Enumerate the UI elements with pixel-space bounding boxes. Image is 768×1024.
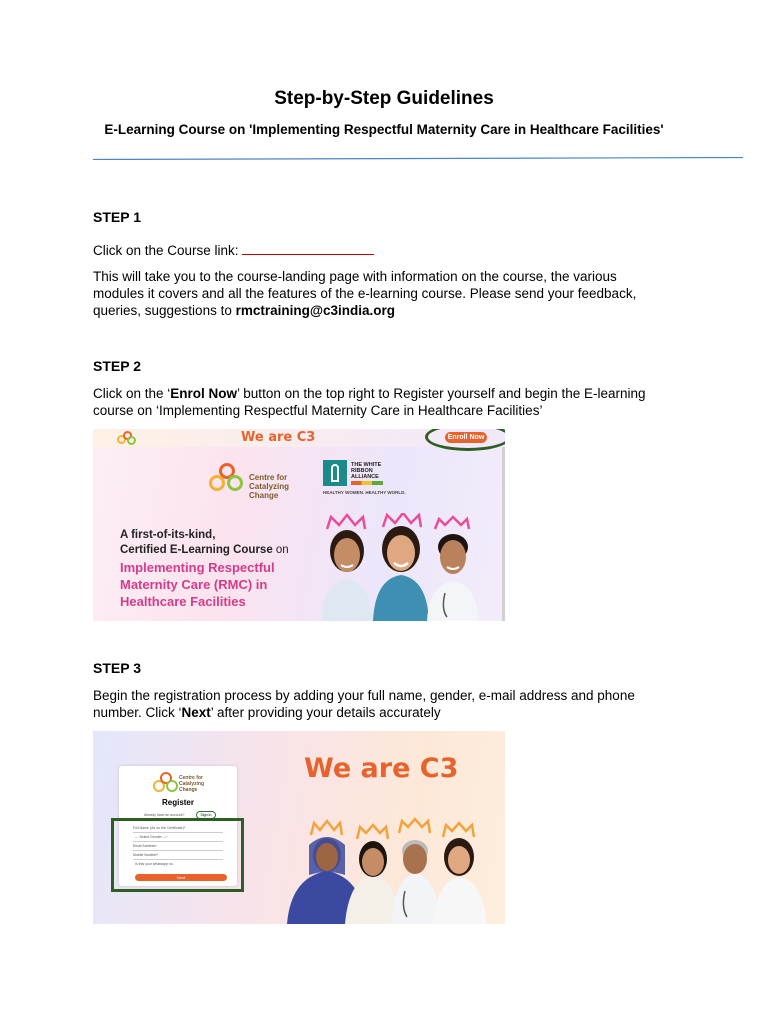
person-right xyxy=(427,534,479,621)
screenshot-header-text: We are C3 xyxy=(304,753,459,784)
step2-desc-post: ’ button on the top right to Register yourself and begin the E-learning course on ‘Implementing Respectful Maternity Care in Healthcare Facilities’ xyxy=(93,386,646,418)
course-link[interactable] xyxy=(242,242,374,255)
white-ribbon-alliance-logo xyxy=(323,460,406,496)
email-field[interactable]: Email Address* xyxy=(133,844,157,848)
gender-select[interactable]: --- Select Gender ---* xyxy=(135,835,168,839)
person-middle xyxy=(373,526,429,621)
step2-heading: STEP 2 xyxy=(93,358,141,374)
step3-heading: STEP 3 xyxy=(93,660,141,676)
c3-logo-text: Centre for Catalyzing Change xyxy=(179,775,205,793)
partner-tagline: HEALTHY WOMEN. HEALTHY WORLD. xyxy=(323,490,406,495)
hero-line-2-rest: on xyxy=(272,544,289,556)
registration-screenshot xyxy=(93,731,505,924)
full-name-field[interactable]: Full Name (As on the Certificate)* xyxy=(133,826,186,830)
person-left xyxy=(321,530,373,621)
step2-desc-pre: Click on the ‘ xyxy=(93,386,171,401)
person-4 xyxy=(433,838,487,924)
ribbon-icon xyxy=(323,460,347,486)
whatsapp-checkbox[interactable]: Is this your whatsapp no. xyxy=(135,862,174,866)
registration-highlight-box xyxy=(111,818,244,892)
healthcare-workers-illustration xyxy=(315,513,490,621)
already-account-text: Already have an account? xyxy=(144,813,185,817)
hero-line-4: Maternity Care (RMC) in xyxy=(120,577,268,592)
step1-desc-text: This will take you to the course-landing page with information on the course, the various modules it covers and all the features of the e-learning course. Please send your feedback, queries, suggestions to xyxy=(93,269,637,318)
hero-line-2-bold: Certified E-Learning Course xyxy=(120,544,273,556)
partner-color-bar xyxy=(351,481,383,485)
step1-link-prefix: Click on the Course link: xyxy=(93,243,243,258)
step1-heading: STEP 1 xyxy=(93,209,141,225)
step1-description xyxy=(93,268,668,319)
step3-desc-post: ’ after providing your details accurately xyxy=(210,705,441,720)
c3-logo-text: Centre for Catalyzing Change xyxy=(249,473,290,500)
healthcare-workers-illustration xyxy=(287,815,493,924)
header-divider xyxy=(93,157,743,160)
person-3 xyxy=(391,840,441,924)
landing-page-screenshot xyxy=(93,429,505,621)
page-title: Step-by-Step Guidelines xyxy=(274,88,494,109)
step3-description xyxy=(93,687,668,721)
partner-name: THE WHITE RIBBON ALLIANCE xyxy=(351,462,382,480)
step2-desc-bold: Enrol Now xyxy=(170,386,238,401)
register-title: Register xyxy=(161,798,194,807)
hero-line-1: A first-of-its-kind, xyxy=(120,529,216,541)
next-button[interactable]: Next xyxy=(135,874,227,881)
step2-description xyxy=(93,385,683,419)
hero-line-3: Implementing Respectful xyxy=(120,560,275,575)
screenshot-header-text: We are C3 xyxy=(241,430,316,445)
feedback-email-link[interactable]: rmctraining@c3india.org xyxy=(235,303,396,318)
mobile-field[interactable]: Mobile Number* xyxy=(133,853,159,857)
hero-line-5: Healthcare Facilities xyxy=(120,594,246,609)
enroll-now-button[interactable]: Enroll Now xyxy=(445,432,487,443)
crown-icon xyxy=(311,819,474,839)
step3-desc-pre: Begin the registration process by adding your full name, gender, e-mail address and phone number. Click ‘ xyxy=(93,688,635,720)
hero-line-2 xyxy=(120,544,289,556)
step3-desc-bold: Next xyxy=(181,705,211,720)
page-subtitle: E-Learning Course on 'Implementing Respectful Maternity Care in Healthcare Facilities' xyxy=(104,122,664,137)
scrollbar xyxy=(502,447,505,621)
step1-link-line xyxy=(93,242,693,259)
enroll-highlight-ring xyxy=(425,429,505,451)
sign-in-button[interactable]: Sign In xyxy=(196,811,216,819)
